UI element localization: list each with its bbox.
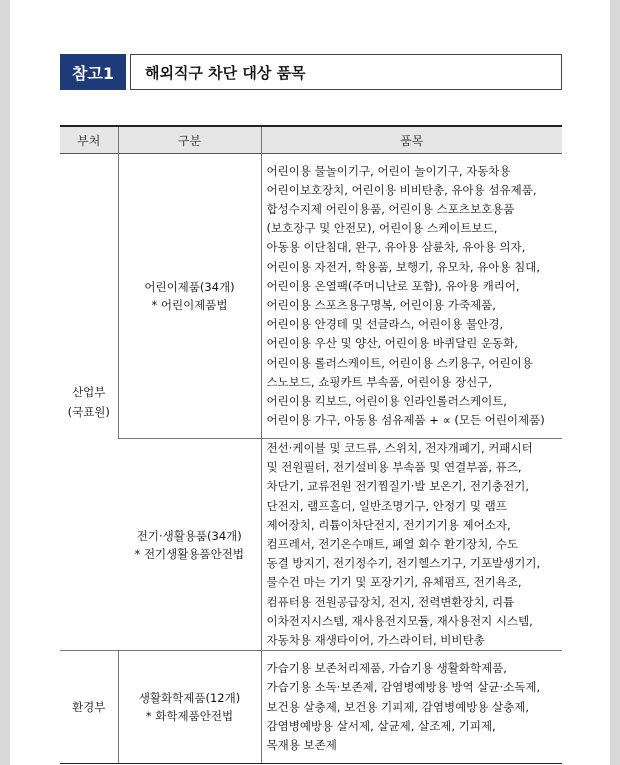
- item-line: 어린이용 물놀이기구, 어린이 놀이기구, 자동차용: [266, 163, 511, 178]
- item-line: 어린이용 가구, 아동용 섬유제품 + ∝ (모든 어린이제품): [266, 413, 545, 428]
- item-line: 어린이용 자전거, 학용품, 보행기, 유모차, 유아용 침대,: [266, 259, 540, 274]
- item-line: 목재용 보존제: [266, 738, 337, 753]
- section-header: [60, 54, 562, 90]
- category-label: 전기·생활용품(34개): [136, 528, 242, 543]
- item-line: 합성수지제 어린이용품, 어린이용 스포츠보호용품: [266, 201, 515, 216]
- item-line: 감염병예방용 살서제, 살균제, 살조제, 기피제,: [266, 718, 496, 733]
- document-page: [10, 0, 610, 765]
- item-line: 이차전지시스템, 재사용전지모듈, 재사용전지 시스템,: [266, 613, 533, 628]
- department-cell-environment: [60, 651, 118, 764]
- item-line: 자동차용 재생타이어, 가스라이터, 비비탄총: [266, 633, 485, 648]
- column-header-items: 품목: [261, 126, 562, 154]
- section-title: 해외직구 차단 대상 품목: [130, 54, 562, 90]
- category-cell-children: [118, 154, 261, 439]
- item-line: 어린이용 온열팩(주머니난로 포함), 유아용 캐리어,: [266, 278, 520, 293]
- item-line: 가습기용 보존처리제품, 가습기용 생활화학제품,: [266, 661, 507, 676]
- item-line: 물수건 마는 기기 및 포장기기, 유체펌프, 전기욕조,: [266, 575, 522, 590]
- category-cell-chemical: [118, 651, 261, 764]
- item-line: 차단기, 교류전원 전기찜질기·발 보온기, 전기충전기,: [266, 479, 530, 494]
- category-law: * 어린이제품법: [151, 298, 228, 312]
- item-line: 전선·케이블 및 코드류, 스위치, 전자개폐기, 커패시터: [266, 441, 533, 455]
- item-line: 컴프레서, 전기온수매트, 폐열 회수 환기장치, 수도: [266, 537, 518, 552]
- item-line: 보건용 살충제, 보건용 기피제, 감염병예방용 살충제,: [266, 699, 530, 714]
- item-line: 아동용 이단침대, 완구, 유아용 삼륜차, 유아용 의자,: [266, 240, 526, 255]
- table-row: [60, 154, 562, 439]
- blocked-items-table: [60, 125, 562, 764]
- column-header-department: 부처: [60, 126, 118, 154]
- category-law: * 화학제품안전법: [145, 709, 234, 724]
- column-header-category: 구분: [118, 126, 261, 154]
- item-line: 가습기용 소독·보존제, 감염병예방용 방역 살균·소독제,: [266, 680, 541, 695]
- items-cell-children: [261, 154, 562, 439]
- items-cell-electrical: [261, 439, 562, 651]
- item-line: 어린이용 롤러스케이트, 어린이용 스키용구, 어린이용: [266, 355, 533, 370]
- item-line: 어린이보호장치, 어린이용 비비탄총, 유아용 섬유제품,: [266, 182, 537, 197]
- category-label: 생활화학제품(12개): [138, 691, 241, 706]
- department-name: 산업부: [72, 385, 106, 400]
- items-cell-chemical: [261, 651, 562, 764]
- item-line: 동결 방지기, 전기정수기, 전기헬스기구, 기포발생기기,: [266, 556, 541, 571]
- item-line: 어린이용 우산 및 양산, 어린이용 바퀴달린 운동화,: [266, 336, 518, 351]
- category-law: * 전기생활용품안전법: [134, 546, 244, 561]
- department-cell-industry: [60, 154, 118, 651]
- item-line: 단전지, 램프홀더, 일반조명기구, 안정기 및 램프: [266, 498, 507, 513]
- category-label: 어린이제품(34개): [144, 280, 235, 294]
- table-row: [60, 651, 562, 764]
- item-line: 어린이용 안경테 및 선글라스, 어린이용 물안경,: [266, 317, 504, 332]
- table-header-row: [60, 126, 562, 154]
- item-line: 및 전원필터, 전기설비용 부속품 및 연결부품, 퓨즈,: [266, 460, 522, 475]
- item-line: (보호장구 및 안전모), 어린이용 스케이트보드,: [266, 221, 498, 236]
- item-line: 스노보드, 쇼핑카트 부속품, 어린이용 장신구,: [266, 374, 493, 389]
- reference-badge: 참고1: [60, 54, 126, 90]
- item-line: 어린이용 스포츠용구명복, 어린이용 가죽제품,: [266, 298, 496, 312]
- category-cell-electrical: [118, 439, 261, 651]
- table-row: [60, 439, 562, 651]
- department-sub: (국표원): [67, 405, 110, 420]
- item-line: 어린이용 킥보드, 어린이용 인라인롤러스케이트,: [266, 394, 507, 409]
- department-name: 환경부: [72, 700, 106, 715]
- item-line: 제어장치, 리튬이차단전지, 전기기기용 제어소자,: [266, 517, 511, 532]
- item-line: 컴퓨터용 전원공급장치, 전지, 전력변환장치, 리튬: [266, 594, 515, 609]
